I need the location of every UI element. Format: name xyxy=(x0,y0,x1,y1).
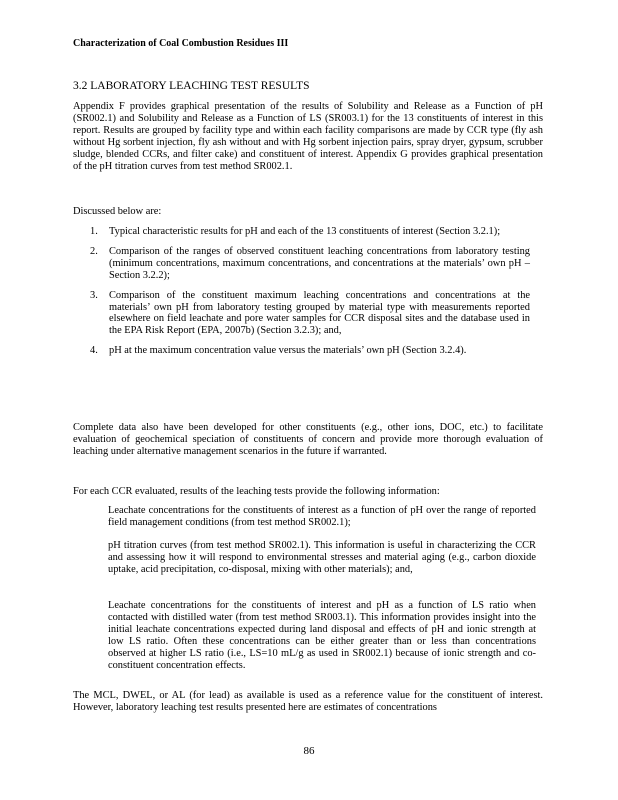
list-item xyxy=(90,226,530,238)
complete-data-paragraph: Complete data also have been developed for other constituents (e.g., other ions, DOC, etc.) to facilitate evaluation of geochemical speciation of constituents of concern and provide more thorough evaluation of leaching under alternative management scenarios in the future if warranted. xyxy=(73,422,543,457)
list-item xyxy=(90,290,530,338)
for-each-paragraph: For each CCR evaluated, results of the leaching tests provide the following information: xyxy=(73,486,440,497)
list-item-number: 4. xyxy=(90,345,98,357)
info-item: pH titration curves (from test method SR002.1). This information is useful in characterizing the CCR and assessing how it will respond to environmental stresses and material aging (e.g., carbon dioxide uptake, acid precipitation, co-disposal, mixing with other materials); and, xyxy=(108,540,536,575)
mcl-paragraph: The MCL, DWEL, or AL (for lead) as available is used as a reference value for the constituent of interest. However, laboratory leaching test results presented here are estimates of concentrations xyxy=(73,690,543,713)
intro-paragraph: Appendix F provides graphical presentation of the results of Solubility and Release as a Function of pH (SR002.1) and Solubility and Release as a Function of LS (SR003.1) for the 13 constituents of interest in this report. Results are grouped by facility type and within each facility comparisons are made by CCR type (fly ash without Hg sorbent injection, fly ash without and with Hg sorbent injection pairs, spray dryer, gypsum, scrubber sludge, blended CCRs, and filter cake) and constituent of interest. Appendix G provides graphical presentation of the pH titration curves from test method SR002.1. xyxy=(73,101,543,172)
info-item: Leachate concentrations for the constituents of interest as a function of pH over the range of reported field management conditions (from test method SR002.1); xyxy=(108,505,536,528)
discussed-label: Discussed below are: xyxy=(73,206,162,217)
list-item-text: Typical characteristic results for pH and each of the 13 constituents of interest (Section 3.2.1); xyxy=(109,226,501,237)
list-item-text: Comparison of the ranges of observed constituent leaching concentrations from laboratory testing (minimum concentrations, maximum concentrations, and concentrations at the materials’ own pH – Section 3.2.2); xyxy=(109,245,530,281)
list-item-number: 3. xyxy=(90,289,98,301)
discussion-list xyxy=(90,226,530,365)
info-item: Leachate concentrations for the constituents of interest and pH as a function of LS ratio when contacted with distilled water (from test method SR003.1). This information provides insight into the initial leachate concentrations expected during land disposal and effects of pH and ionic strength at low LS ratio. Often these concentrations can be either greater than or less than concentrations observed at higher LS ratio (i.e., LS=10 mL/g as used in SR002.1) because of ionic strength and co-constituent concentration effects. xyxy=(108,600,536,671)
list-item xyxy=(90,246,530,282)
list-item-number: 1. xyxy=(90,226,98,237)
list-item-number: 2. xyxy=(90,245,98,257)
running-header: Characterization of Coal Combustion Residues III xyxy=(73,38,289,49)
list-item-text: pH at the maximum concentration value versus the materials’ own pH (Section 3.2.4). xyxy=(109,345,467,357)
list-item xyxy=(90,345,530,357)
list-item-text: Comparison of the constituent maximum leaching concentrations and concentrations at the materials’ own pH from laboratory testing grouped by material type with measurements reported elsewhere on field leachate and pore water samples for CCR disposal sites and the database used in the EPA Risk Report (EPA, 2007b) (Section 3.2.3); and, xyxy=(109,289,530,337)
section-title: 3.2 LABORATORY LEACHING TEST RESULTS xyxy=(73,80,310,92)
page-number: 86 xyxy=(303,745,315,757)
